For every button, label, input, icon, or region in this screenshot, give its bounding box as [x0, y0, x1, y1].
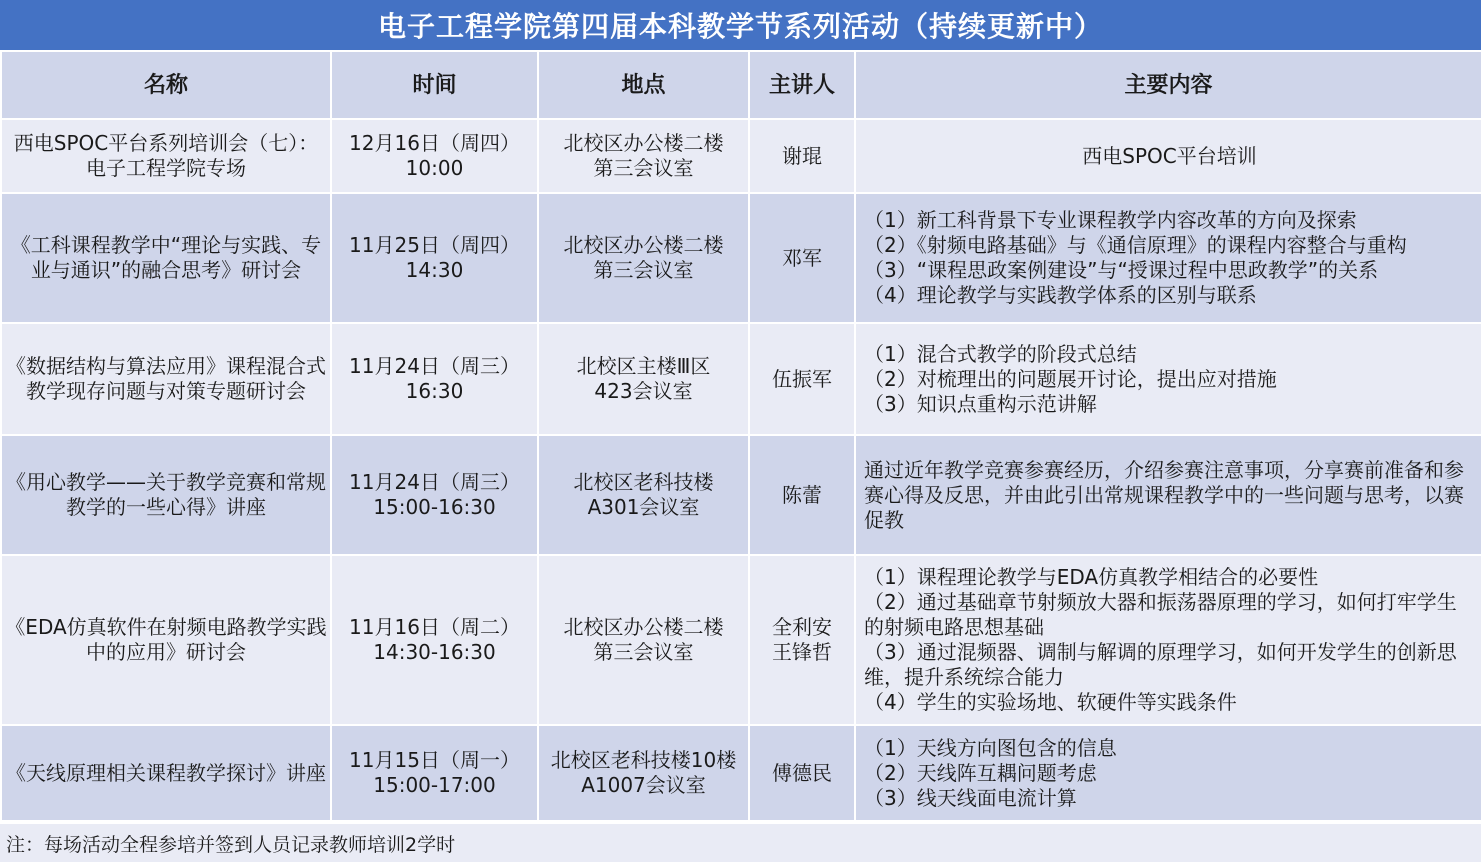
row-place-line2: A301会议室 [587, 495, 700, 519]
row-name: 《工科课程教学中“理论与实践、专业与通识”的融合思考》研讨会 [1, 193, 331, 323]
content-line: （2）《射频电路基础》与《通信原理》的课程内容整合与重构 [864, 233, 1407, 257]
row-content [855, 435, 1481, 555]
row-content [855, 555, 1481, 725]
content-line: （1）天线方向图包含的信息 [864, 735, 1117, 760]
row-clock: 15:00-16:30 [373, 495, 496, 519]
row-place-line2: 第三会议室 [593, 640, 694, 664]
row-speaker: 邓军 [749, 193, 855, 323]
content-line: （3）知识点重构示范讲解 [864, 391, 1097, 416]
content-line: （1）新工科背景下专业课程教学内容改革的方向及探索 [864, 208, 1357, 232]
row-time [331, 555, 538, 725]
row-place-line1: 北校区办公楼二楼 [563, 615, 724, 639]
row-place [538, 725, 749, 821]
table-row [1, 555, 1481, 725]
header-time: 时间 [331, 51, 538, 119]
row-place-line1: 北校区老科技楼10楼 [550, 748, 737, 772]
row-date: 11月24日（周三） [349, 354, 520, 378]
content-line: （4）理论教学与实践教学体系的区别与联系 [864, 283, 1257, 307]
header-place: 地点 [538, 51, 749, 119]
row-content [855, 725, 1481, 821]
row-name: 《EDA仿真软件在射频电路教学实践中的应用》研讨会 [1, 555, 331, 725]
row-date: 11月16日（周二） [349, 615, 520, 639]
row-time [331, 323, 538, 435]
content-line: 通过近年教学竞赛参赛经历，介绍参赛注意事项，分享赛前准备和参赛心得及反思，并由此引出常规课程教学中的一些问题与思考，以赛促教 [864, 457, 1464, 532]
row-speaker: 陈蕾 [749, 435, 855, 555]
content-line: （2）天线阵互耦问题考虑 [864, 760, 1097, 785]
row-place [538, 119, 749, 193]
row-name: 《用心教学——关于教学竞赛和常规教学的一些心得》讲座 [1, 435, 331, 555]
content-line: （3）“课程思政案例建设”与“授课过程中思政教学”的关系 [864, 258, 1379, 282]
row-clock: 16:30 [405, 379, 464, 403]
content-line: （2）对梳理出的问题展开讨论，提出应对措施 [864, 366, 1277, 391]
row-name: 《天线原理相关课程教学探讨》讲座 [1, 725, 331, 821]
table-header-row [1, 51, 1481, 119]
row-speaker-2: 王锋哲 [772, 640, 832, 664]
row-clock: 10:00 [405, 156, 464, 180]
row-clock: 15:00-17:00 [373, 773, 496, 797]
schedule-table [0, 50, 1481, 822]
content-line: （2）通过基础章节射频放大器和振荡器原理的学习，如何打牢学生的射频电路思想基础 [864, 590, 1457, 639]
row-date: 11月24日（周三） [349, 470, 520, 494]
row-content [855, 193, 1481, 323]
content-line: （1）课程理论教学与EDA仿真教学相结合的必要性 [864, 565, 1319, 589]
row-place-line2: 第三会议室 [593, 258, 694, 282]
row-place [538, 323, 749, 435]
row-time [331, 435, 538, 555]
content-line: （1）混合式教学的阶段式总结 [864, 341, 1137, 366]
row-speaker-1: 全利安 [772, 615, 832, 639]
row-place-line1: 北校区办公楼二楼 [563, 131, 724, 155]
row-place-line1: 北校区主楼Ⅲ区 [576, 354, 711, 378]
content-line: （3）线天线面电流计算 [864, 785, 1077, 810]
table-row [1, 435, 1481, 555]
row-place-line2: A1007会议室 [581, 773, 706, 797]
row-place-line1: 北校区老科技楼 [573, 470, 714, 494]
content-line: 西电SPOC平台培训 [1082, 143, 1257, 168]
row-content [855, 119, 1481, 193]
row-date: 11月15日（周一） [349, 748, 520, 772]
row-time [331, 725, 538, 821]
header-content: 主要内容 [855, 51, 1481, 119]
table-row [1, 725, 1481, 821]
header-speaker: 主讲人 [749, 51, 855, 119]
row-speaker: 谢琨 [749, 119, 855, 193]
row-place [538, 435, 749, 555]
row-place-line1: 北校区办公楼二楼 [563, 233, 724, 257]
footnote: 注：每场活动全程参培并签到人员记录教师培训2学时 [0, 822, 1481, 862]
content-line: （3）通过混频器、调制与解调的原理学习，如何开发学生的创新思维，提升系统综合能力 [864, 640, 1457, 689]
page-title: 电子工程学院第四届本科教学节系列活动（持续更新中） [0, 0, 1481, 50]
row-speaker: 伍振军 [749, 323, 855, 435]
row-place-line2: 423会议室 [594, 379, 693, 403]
row-clock: 14:30-16:30 [373, 640, 496, 664]
row-speaker [749, 555, 855, 725]
row-clock: 14:30 [405, 258, 464, 282]
row-place [538, 193, 749, 323]
content-line: （4）学生的实验场地、软硬件等实践条件 [864, 690, 1237, 714]
header-name: 名称 [1, 51, 331, 119]
table-row [1, 119, 1481, 193]
row-date: 11月25日（周四） [349, 233, 520, 257]
row-name: 《数据结构与算法应用》课程混合式教学现存问题与对策专题研讨会 [1, 323, 331, 435]
table-row [1, 323, 1481, 435]
row-place [538, 555, 749, 725]
table-row [1, 193, 1481, 323]
row-content [855, 323, 1481, 435]
row-place-line2: 第三会议室 [593, 156, 694, 180]
row-time [331, 119, 538, 193]
row-time [331, 193, 538, 323]
row-date: 12月16日（周四） [349, 131, 520, 155]
row-name: 西电SPOC平台系列培训会（七）：电子工程学院专场 [1, 119, 331, 193]
row-speaker: 傅德民 [749, 725, 855, 821]
